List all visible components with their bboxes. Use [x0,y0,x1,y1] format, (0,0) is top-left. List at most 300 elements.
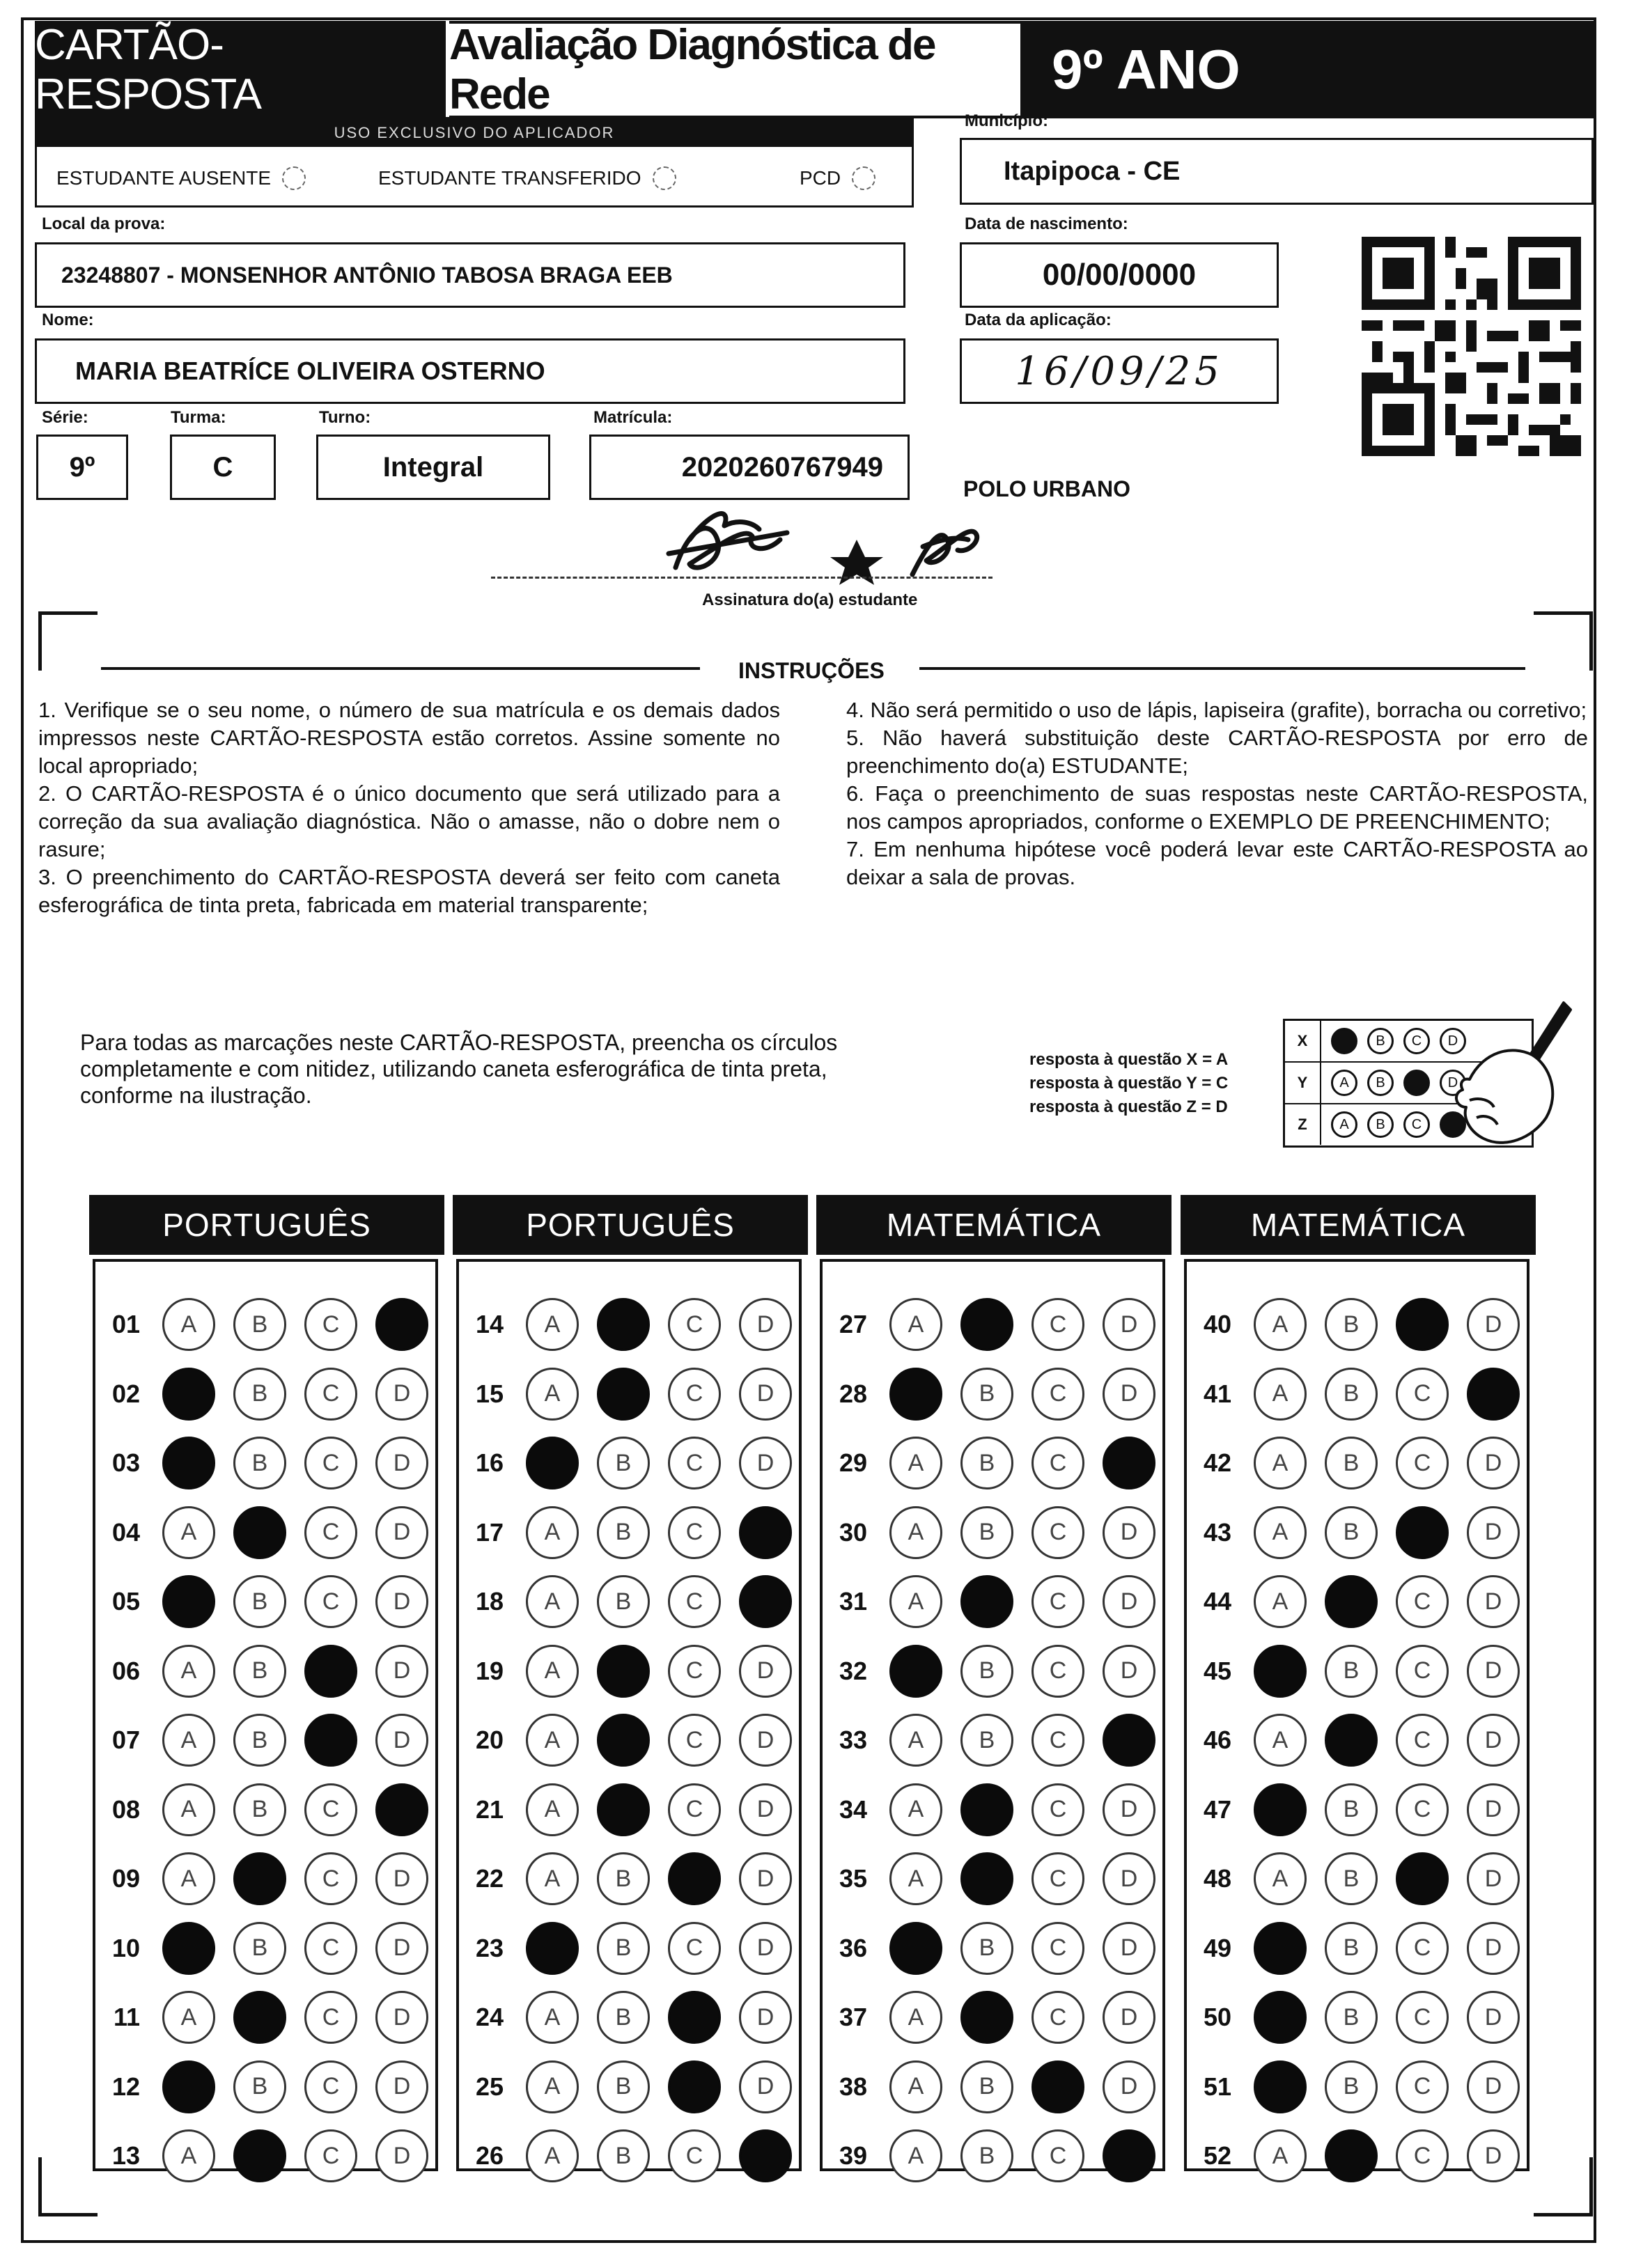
answer-bubble-c[interactable] [1396,1852,1449,1905]
answer-bubble-b[interactable]: B [1325,1506,1378,1559]
answer-bubble-d[interactable]: D [1103,1506,1155,1559]
answer-bubble-b[interactable] [233,1852,286,1905]
answer-bubble-c[interactable]: C [1396,2060,1449,2113]
question-row [1187,2059,1520,2115]
answer-bubble-d[interactable]: D [375,2129,428,2182]
answer-bubble-b[interactable]: B [597,1506,650,1559]
answer-bubble-b[interactable]: B [1325,1368,1378,1421]
answer-bubble-c[interactable]: C [668,1645,721,1698]
example-legend-z: resposta à questão Z = D [1029,1097,1228,1116]
answer-bubble-b[interactable]: B [233,1645,286,1698]
section-header: PORTUGUÊS [89,1195,444,1255]
answer-bubble-d[interactable]: D [375,1368,428,1421]
answer-bubble-c[interactable] [668,1852,721,1905]
answer-bubble-d[interactable]: D [1467,1298,1520,1351]
answer-bubble-d[interactable]: D [1467,1922,1520,1975]
question-number: 43 [1203,1517,1231,1547]
instruction-2: 2. O CARTÃO-RESPOSTA é o único documento que será utilizado para a correção da sua avaliação diagnóstica. Não o amasse, não o dobre nem o rasure; [38,781,780,861]
answer-bubble-c[interactable]: C [304,1437,357,1489]
aplicacao-field[interactable]: 16/09/25 [960,338,1279,404]
answer-bubble-c[interactable]: C [668,1922,721,1975]
answer-bubble-a[interactable]: A [1254,1298,1307,1351]
question-row [1187,2128,1520,2184]
answer-bubble-b[interactable]: B [1325,1783,1378,1836]
question-row [459,1851,792,1907]
answer-bubble-a[interactable]: A [889,1714,942,1767]
question-number: 26 [475,2141,504,2170]
question-number: 10 [111,1933,140,1962]
answer-bubble-a[interactable]: A [889,1298,942,1351]
answer-bubble-c[interactable]: C [1396,2129,1449,2182]
absent-option[interactable] [56,166,306,190]
polo-label: POLO URBANO [963,476,1130,501]
answer-bubble-b[interactable]: B [1325,1852,1378,1905]
answer-bubble-a[interactable]: A [1254,1368,1307,1421]
answer-bubble-c[interactable]: C [1032,1368,1084,1421]
answer-bubble-a[interactable] [1254,1991,1307,2044]
answer-bubble-d[interactable]: D [739,1437,792,1489]
answer-bubble-c[interactable]: C [1396,1575,1449,1628]
answer-bubble-d[interactable]: D [375,2060,428,2113]
question-number: 52 [1203,2141,1231,2170]
answer-bubble-a[interactable]: A [162,1714,215,1767]
answer-bubble-d[interactable]: D [1467,1437,1520,1489]
answer-bubble-c[interactable]: C [304,2060,357,2113]
answer-bubble-b[interactable]: B [233,1783,286,1836]
aplicador-title: USO EXCLUSIVO DO APLICADOR [37,119,912,147]
answer-bubble-b[interactable]: B [1325,1645,1378,1698]
answer-bubble-b[interactable]: B [233,1922,286,1975]
question-number: 39 [839,2141,867,2170]
answer-bubble-c[interactable] [1032,2060,1084,2113]
answer-bubble-c[interactable]: C [668,1506,721,1559]
answer-bubble-a[interactable] [1254,1922,1307,1975]
answer-bubble-b[interactable] [1325,1575,1378,1628]
answer-bubble-d[interactable]: D [1467,1714,1520,1767]
answer-bubble-d[interactable]: D [1467,1575,1520,1628]
answer-bubble-d[interactable]: D [739,1714,792,1767]
question-number: 34 [839,1794,867,1824]
answer-bubble-c[interactable]: C [304,1368,357,1421]
answer-bubble-a[interactable]: A [1254,1714,1307,1767]
serie-label: Série: [42,408,88,427]
answer-bubble-b[interactable]: B [1325,1922,1378,1975]
example-text: Para todas as marcações neste CARTÃO-RESPOSTA, preencha os círculos completamente e com nitidez, utilizando caneta esferográfica de tinta preta, conforme na ilustração. [80,1030,838,1108]
answer-bubble-c[interactable] [304,1714,357,1767]
answer-bubble-d[interactable]: D [1103,1645,1155,1698]
question-row [95,2128,428,2184]
answer-bubble-a[interactable] [1254,1645,1307,1698]
answer-bubble-d[interactable] [739,1575,792,1628]
answer-bubble-d[interactable] [1103,1714,1155,1767]
answer-bubble-b[interactable]: B [1325,1991,1378,2044]
answer-bubble-b[interactable]: B [233,1368,286,1421]
answer-bubble-b[interactable] [960,1852,1013,1905]
answer-bubble-a[interactable]: A [889,1991,942,2044]
answer-bubble-b[interactable] [960,1783,1013,1836]
answer-bubble-d[interactable]: D [739,1991,792,2044]
answer-bubble-c[interactable] [1396,1298,1449,1351]
section-header: MATEMÁTICA [816,1195,1171,1255]
question-row [823,1643,1155,1699]
answer-bubble-c[interactable]: C [668,1298,721,1351]
example-bubble-c [1403,1070,1430,1096]
answer-bubble-b[interactable] [960,1298,1013,1351]
answer-bubble-b[interactable] [960,1575,1013,1628]
question-number: 51 [1203,2072,1231,2101]
answer-bubble-b[interactable] [597,1714,650,1767]
corner-mark-top-left [38,611,98,671]
question-number: 01 [111,1310,140,1338]
signature-line [491,577,992,579]
question-number: 22 [475,1864,504,1893]
answer-bubble-d[interactable]: D [1103,1368,1155,1421]
question-number: 14 [475,1310,504,1338]
answer-bubble-c[interactable] [304,1645,357,1698]
answer-bubble-b[interactable]: B [597,1575,650,1628]
answer-bubble-a[interactable]: A [889,1783,942,1836]
answer-bubble-b[interactable]: B [960,1922,1013,1975]
answer-bubble-a[interactable]: A [526,1506,579,1559]
answer-bubble-a[interactable]: A [526,1783,579,1836]
answer-bubble-c[interactable]: C [1032,1783,1084,1836]
question-row [95,1297,428,1352]
answer-bubble-c[interactable]: C [1396,1714,1449,1767]
answer-bubble-c[interactable]: C [668,1783,721,1836]
answer-bubble-b[interactable]: B [233,1714,286,1767]
answer-bubble-a[interactable]: A [162,1783,215,1836]
answer-bubble-a[interactable]: A [1254,1437,1307,1489]
nascimento-field: 00/00/0000 [960,242,1279,308]
transferred-option[interactable] [378,166,676,190]
answer-bubble-d[interactable]: D [739,1852,792,1905]
answer-bubble-a[interactable]: A [162,1852,215,1905]
example-bubble-c: C [1403,1028,1430,1054]
answer-bubble-c[interactable]: C [1396,1437,1449,1489]
answer-bubble-b[interactable]: B [960,1368,1013,1421]
answer-bubble-b[interactable]: B [233,1298,286,1351]
answer-bubble-a[interactable] [162,1368,215,1421]
answer-bubble-a[interactable] [1254,1783,1307,1836]
answer-bubble-b[interactable]: B [1325,1437,1378,1489]
question-row [459,1989,792,2045]
answer-bubble-a[interactable] [162,2060,215,2113]
question-row [95,1366,428,1422]
example-legend-y: resposta à questão Y = C [1029,1074,1229,1093]
answer-bubble-b[interactable]: B [960,1714,1013,1767]
answer-bubble-c[interactable]: C [1396,1922,1449,1975]
question-row [1187,1643,1520,1699]
question-row [459,1505,792,1561]
question-number: 07 [111,1726,140,1754]
answer-bubble-b[interactable] [233,2129,286,2182]
answer-bubble-c[interactable]: C [304,1506,357,1559]
answer-bubble-a[interactable]: A [1254,1575,1307,1628]
question-number: 19 [475,1656,504,1685]
answer-bubble-c[interactable]: C [1396,1368,1449,1421]
answer-bubble-b[interactable]: B [597,1437,650,1489]
question-number: 27 [839,1310,867,1338]
answer-bubble-b[interactable]: B [233,1575,286,1628]
example-row-key: Z [1285,1104,1321,1145]
answer-bubble-b[interactable] [233,1506,286,1559]
answer-bubble-d[interactable]: D [739,2060,792,2113]
answer-bubble-c[interactable]: C [304,1575,357,1628]
answer-bubble-d[interactable]: D [1103,1783,1155,1836]
question-number: 15 [475,1379,504,1408]
answer-bubble-a[interactable]: A [889,1852,942,1905]
answer-bubble-b[interactable]: B [1325,1298,1378,1351]
answer-bubble-a[interactable] [889,1922,942,1975]
question-number: 21 [475,1794,504,1824]
answer-bubble-a[interactable]: A [889,2060,942,2113]
hand-pen-icon [1428,996,1574,1156]
answer-bubble-d[interactable] [1103,2129,1155,2182]
answer-bubble-d[interactable]: D [1103,1298,1155,1351]
answer-bubble-d[interactable]: D [1467,1783,1520,1836]
answer-bubble-b[interactable]: B [597,1852,650,1905]
answer-bubble-a[interactable]: A [526,2129,579,2182]
grade-label: 9º ANO [1020,21,1595,118]
serie-field: 9º [36,435,128,500]
question-row [95,1851,428,1907]
question-number: 13 [111,2141,140,2170]
answer-bubble-a[interactable]: A [526,1645,579,1698]
answer-bubble-b[interactable]: B [597,1991,650,2044]
answer-bubble-c[interactable]: C [668,2129,721,2182]
answer-bubble-a[interactable]: A [1254,1506,1307,1559]
answer-bubble-a[interactable]: A [162,1645,215,1698]
question-number: 41 [1203,1379,1231,1408]
answer-bubble-c[interactable]: C [1396,1991,1449,2044]
answer-bubble-d[interactable]: D [375,1852,428,1905]
answer-bubble-c[interactable]: C [1032,1575,1084,1628]
answer-bubble-c[interactable] [1396,1506,1449,1559]
answer-bubble-a[interactable] [889,1645,942,1698]
answer-bubble-b[interactable] [1325,2129,1378,2182]
question-number: 31 [839,1587,867,1616]
answer-bubble-c[interactable]: C [668,1714,721,1767]
answer-bubble-d[interactable]: D [1103,2060,1155,2113]
answer-bubble-d[interactable]: D [1467,1506,1520,1559]
question-row [459,1921,792,1976]
answer-bubble-b[interactable]: B [233,2060,286,2113]
answer-bubble-c[interactable]: C [304,1991,357,2044]
question-row [95,1712,428,1768]
answer-bubble-d[interactable] [375,1783,428,1836]
transferred-checkbox[interactable] [653,166,676,190]
answer-bubble-c[interactable]: C [1396,1783,1449,1836]
corner-mark-bottom-right [1534,2157,1593,2216]
answer-bubble-a[interactable]: A [1254,1852,1307,1905]
answer-bubble-a[interactable] [162,1575,215,1628]
answer-bubble-a[interactable] [526,1437,579,1489]
question-row [95,1435,428,1491]
answer-bubble-d[interactable]: D [1103,1575,1155,1628]
answer-bubble-c[interactable]: C [668,1575,721,1628]
answer-bubble-d[interactable] [739,2129,792,2182]
municipio-field: Itapipoca - CE [960,138,1594,205]
answer-bubble-a[interactable]: A [526,1368,579,1421]
answer-bubble-a[interactable]: A [526,2060,579,2113]
question-number: 28 [839,1379,867,1408]
answer-bubble-d[interactable]: D [375,1991,428,2044]
question-number: 37 [839,2003,867,2031]
question-number: 32 [839,1656,867,1685]
turno-field: Integral [316,435,550,500]
answer-bubble-a[interactable]: A [162,1991,215,2044]
question-number: 23 [475,1933,504,1962]
answer-bubble-c[interactable]: C [304,1922,357,1975]
answer-bubble-d[interactable]: D [739,1783,792,1836]
pcd-checkbox[interactable] [852,166,875,190]
answer-bubble-d[interactable]: D [1103,1991,1155,2044]
qr-code [1362,237,1581,456]
nascimento-label: Data de nascimento: [965,214,1128,233]
question-number: 24 [475,2003,504,2031]
answer-bubble-b[interactable] [1325,1714,1378,1767]
answer-bubble-c[interactable]: C [1032,1298,1084,1351]
question-number: 30 [839,1517,867,1547]
answer-bubble-b[interactable]: B [960,2060,1013,2113]
answer-bubble-b[interactable]: B [597,2129,650,2182]
answer-bubble-a[interactable]: A [526,1714,579,1767]
answer-bubble-a[interactable] [526,1922,579,1975]
answer-bubble-c[interactable]: C [1032,1506,1084,1559]
answer-bubble-b[interactable] [597,1645,650,1698]
answer-bubble-d[interactable]: D [1467,1852,1520,1905]
answer-bubble-b[interactable] [960,1991,1013,2044]
answer-bubble-d[interactable]: D [1103,1922,1155,1975]
answer-bubble-d[interactable]: D [375,1922,428,1975]
answer-bubble-c[interactable]: C [1032,1437,1084,1489]
answer-bubble-b[interactable] [597,1368,650,1421]
answer-bubble-b[interactable] [233,1991,286,2044]
answer-bubble-a[interactable]: A [162,2129,215,2182]
answer-bubble-b[interactable]: B [960,2129,1013,2182]
answer-bubble-d[interactable]: D [375,1645,428,1698]
answer-bubble-c[interactable]: C [1032,1714,1084,1767]
question-row [459,1366,792,1422]
answer-bubble-b[interactable]: B [960,1645,1013,1698]
answer-bubble-a[interactable]: A [889,1437,942,1489]
question-row [823,1989,1155,2045]
answer-bubble-d[interactable]: D [1467,1645,1520,1698]
answer-bubble-a[interactable]: A [526,1575,579,1628]
answer-bubble-c[interactable]: C [1032,1852,1084,1905]
answer-bubble-d[interactable] [739,1506,792,1559]
answer-bubble-c[interactable] [668,2060,721,2113]
instructions-left [38,696,780,919]
instruction-6: 6. Faça o preenchimento de suas respostas neste CARTÃO-RESPOSTA, nos campos apropriados, conforme o EXEMPLO DE PREENCHIMENTO; [846,781,1588,834]
question-row [95,1505,428,1561]
question-number: 40 [1203,1310,1231,1338]
answer-bubble-d[interactable]: D [1467,1991,1520,2044]
question-row [459,1712,792,1768]
answer-bubble-d[interactable]: D [375,1437,428,1489]
answer-bubble-a[interactable]: A [889,1575,942,1628]
answer-bubble-a[interactable]: A [526,1991,579,2044]
answer-bubble-a[interactable] [162,1437,215,1489]
answer-bubble-b[interactable]: B [597,2060,650,2113]
question-number: 35 [839,1864,867,1893]
answer-bubble-a[interactable]: A [162,1506,215,1559]
question-row [95,2059,428,2115]
answer-bubble-d[interactable]: D [375,1714,428,1767]
answer-bubble-c[interactable]: C [1396,1645,1449,1698]
answer-bubble-c[interactable]: C [304,1852,357,1905]
question-row [823,2128,1155,2184]
absent-checkbox[interactable] [282,166,306,190]
instruction-7: 7. Em nenhuma hipótese você poderá levar este CARTÃO-RESPOSTA ao deixar a sala de provas. [846,837,1588,889]
question-row [823,1712,1155,1768]
corner-mark-bottom-left [38,2157,98,2216]
question-number: 33 [839,1726,867,1754]
answer-bubble-d[interactable]: D [739,1368,792,1421]
answer-bubble-b[interactable]: B [597,1922,650,1975]
exam-title: Avaliação Diagnóstica de Rede [449,21,1020,118]
answer-bubble-a[interactable]: A [162,1298,215,1351]
answer-bubble-d[interactable]: D [375,1506,428,1559]
pcd-option[interactable] [800,166,875,190]
answer-bubble-c[interactable]: C [304,2129,357,2182]
answer-bubble-d[interactable]: D [739,1298,792,1351]
answer-bubble-a[interactable]: A [889,1506,942,1559]
answer-bubble-b[interactable]: B [233,1437,286,1489]
answer-bubble-d[interactable]: D [1103,1852,1155,1905]
answer-bubble-b[interactable] [597,1783,650,1836]
answer-bubble-b[interactable]: B [960,1437,1013,1489]
answer-bubble-b[interactable] [597,1298,650,1351]
question-number: 47 [1203,1794,1231,1824]
question-row [95,1921,428,1976]
answer-bubble-d[interactable]: D [739,1645,792,1698]
answer-bubble-c[interactable]: C [1032,1645,1084,1698]
answer-bubble-a[interactable] [162,1922,215,1975]
question-row [1187,1574,1520,1629]
answer-bubble-a[interactable]: A [526,1852,579,1905]
answer-bubble-a[interactable]: A [1254,2129,1307,2182]
answer-bubble-c[interactable]: C [668,1437,721,1489]
answer-bubble-c[interactable]: C [1032,2129,1084,2182]
answer-bubble-d[interactable]: D [375,1575,428,1628]
answer-bubble-d[interactable]: D [1467,2129,1520,2182]
signature-label: Assinatura do(a) estudante [702,591,918,609]
example-row-key: Y [1285,1063,1321,1103]
answer-bubble-a[interactable] [889,1368,942,1421]
answer-bubble-c[interactable] [668,1991,721,2044]
answer-bubble-d[interactable] [375,1298,428,1351]
question-row [1187,1782,1520,1838]
answer-bubble-b[interactable]: B [960,1506,1013,1559]
answer-bubble-c[interactable]: C [304,1783,357,1836]
answer-bubble-c[interactable]: C [1032,1991,1084,2044]
answer-bubble-a[interactable]: A [526,1298,579,1351]
answer-bubble-b[interactable]: B [1325,2060,1378,2113]
answer-bubble-c[interactable]: C [304,1298,357,1351]
answer-bubble-c[interactable]: C [668,1368,721,1421]
answer-bubble-a[interactable] [1254,2060,1307,2113]
question-number: 36 [839,1933,867,1962]
answer-bubble-d[interactable]: D [1467,2060,1520,2113]
answer-bubble-d[interactable]: D [739,1922,792,1975]
question-number: 09 [111,1864,140,1893]
example-bubble-b: B [1367,1028,1394,1054]
answer-bubble-c[interactable]: C [1032,1922,1084,1975]
answer-bubble-a[interactable]: A [889,2129,942,2182]
answer-bubble-d[interactable] [1103,1437,1155,1489]
answer-bubble-d[interactable] [1467,1368,1520,1421]
